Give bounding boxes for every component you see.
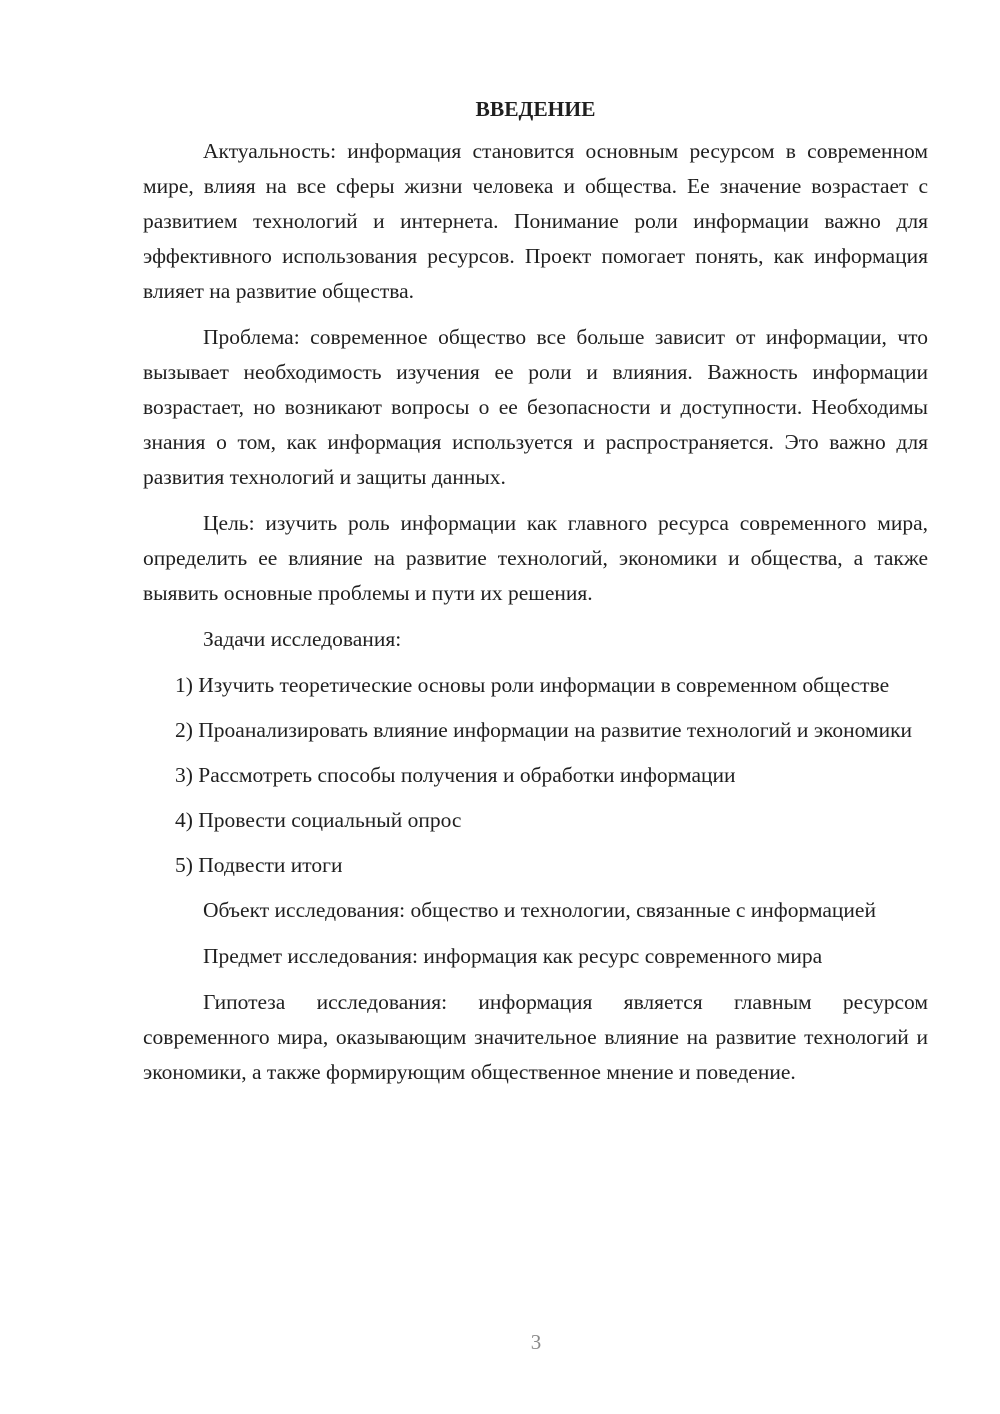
page-number: 3 [530,1330,542,1354]
tasks-list [143,668,928,883]
paragraph-problem: Проблема: современное общество все больше зависит от информации, что вызывает необходимость изучения ее роли и влияния. Важность информации возрастает, но возникают вопросы о ее безопасности и доступности. Необходимы знания о том, как информация используется и распространяется. Это важно для развития технологий и защиты данных. [143,325,928,489]
paragraph-object: Объект исследования: общество и технологии, связанные с информацией [203,898,876,922]
document-body [143,92,928,1101]
section-title: ВВЕДЕНИЕ [475,97,596,121]
tasks-heading: Задачи исследования: [203,627,402,651]
paragraph-hypothesis: Гипотеза исследования: информация является главным ресурсом современного мира, оказывающим значительное влияние на развитие технологий и экономики, а также формирующим общественное мнение и поведение. [143,990,928,1084]
paragraph-goal: Цель: изучить роль информации как главного ресурса современного мира, определить ее влияние на развитие технологий, экономики и общества, а также выявить основные проблемы и пути их решения. [143,511,928,605]
list-item: 2) Проанализировать влияние информации на развитие технологий и экономики [175,718,913,742]
list-item: 1) Изучить теоретические основы роли информации в современном обществе [175,673,890,697]
list-item: 3) Рассмотреть способы получения и обработки информации [175,763,736,787]
paragraph-relevance: Актуальность: информация становится основным ресурсом в современном мире, влияя на все сферы жизни человека и общества. Ее значение возрастает с развитием технологий и интернета. Понимание роли информации важно для эффективного использования ресурсов. Проект помогает понять, как информация влияет на развитие общества. [143,139,928,303]
list-item: 4) Провести социальный опрос [175,808,462,832]
paragraph-subject: Предмет исследования: информация как ресурс современного мира [203,944,823,968]
list-item: 5) Подвести итоги [175,853,343,877]
